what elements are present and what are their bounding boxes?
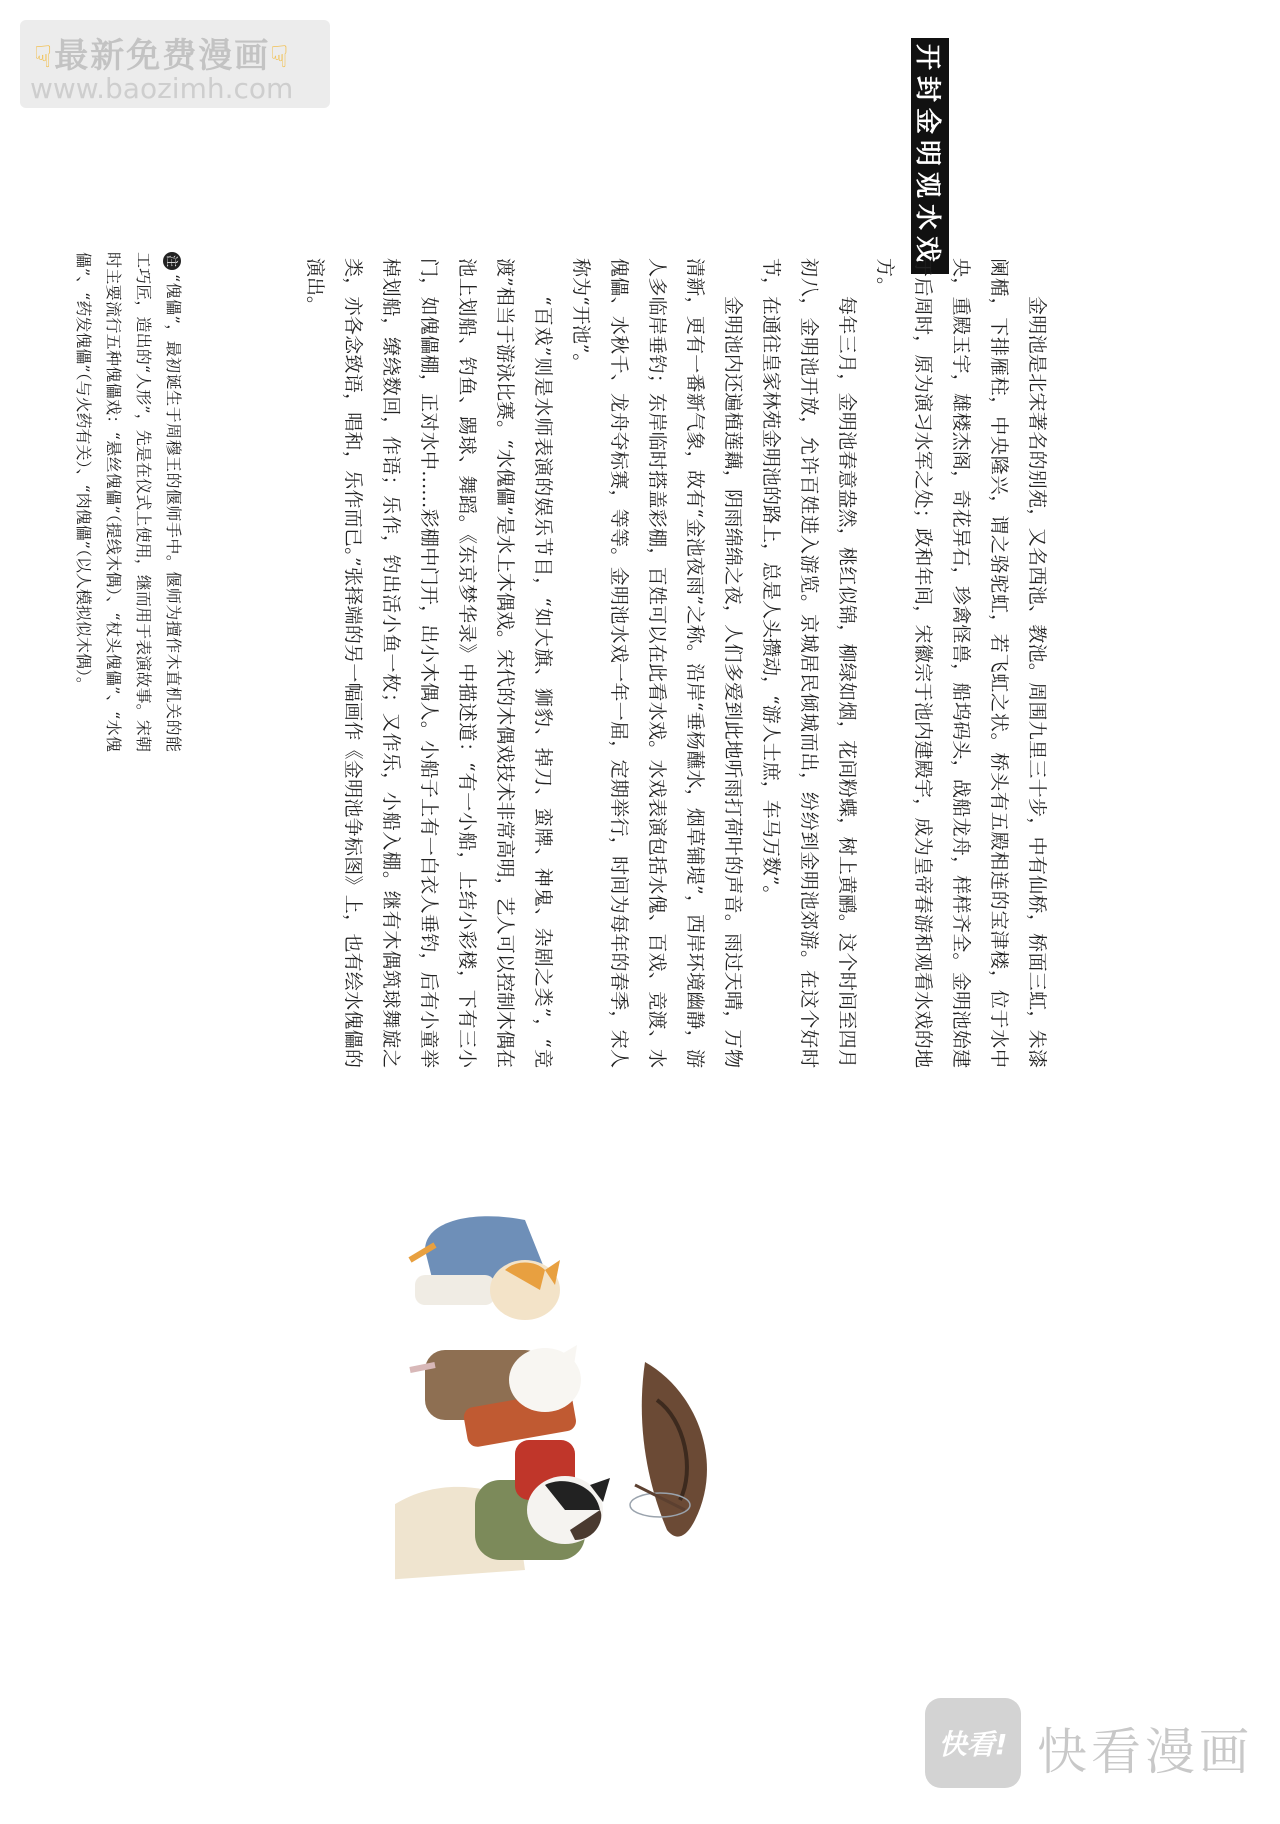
kuaikan-logo-icon: 快看! [925,1698,1021,1788]
body-text [296,258,1056,1068]
cat-orange-illustration [410,1216,560,1320]
watermark-brand-name: 快看漫画 [1037,1723,1253,1781]
pointing-finger-icon: ☟ [34,40,55,75]
watermark-line2: www.baozimh.com [30,72,294,105]
watermark-line1 [34,28,291,77]
watermark-bottom [925,1690,1265,1790]
footnote [68,252,188,752]
paragraph: 每年三月，金明池春意盎然，桃红似锦，柳绿如烟，花间粉蝶，树上黄鹂。这个时间至四月初八，金明池开放，允许百姓进入游览。京城居民倾城而出，纷纷到金明池郊游。在这个好时节，在通往皇家林苑金明池的路上，总是人头攒动，“游人士庶，车马万数”。 [760,258,858,1068]
page-title-text: 开封金明观水戏 [912,43,943,268]
boat-illustration [630,1362,707,1537]
watermark-top [20,20,330,108]
page-title [911,38,949,274]
footnote-text: “傀儡”，最初诞生于周穆王的偃师手中。偃师为擅作木直机关的能工巧匠，造出的“人形”，先是在仪式上使用，继而用于表演故事。宋朝时主要流行五种傀儡戏：“悬丝傀儡”（提线木偶）、“杖头傀儡”、“水傀儡”、“药发傀儡”（与火药有关）、“肉傀儡”（以人模拟似木偶）。 [74,252,183,752]
paragraph: “百戏”则是水师表演的娱乐节目，“如大旗、狮豹、掉刀、蛮牌、神鬼、杂剧之类”，“竞渡”相当于游泳比赛。“水傀儡”是水上木偶戏。宋代的木偶戏技术非常高明，艺人可以控制木偶在池上划船、钓鱼、踢球、舞蹈。《东京梦华录》中描述道：“有一小船，上结小彩楼，下有三小门，如傀儡棚，正对水中……彩棚中门开，出小木偶人。小船子上有一白衣人垂钓，后有小童举棹划船，缭绕数回，作语；乐作，钓出活小鱼一枚；又作乐，小船入棚。继有木偶筑球舞旋之类，亦各念致语，唱和，乐作而已。”张择端的另一幅画作《金明池争标图》上，也有绘水傀儡的演出。 [304,258,554,1068]
cat-white-illustration [410,1345,581,1448]
cat-black-white-illustration [395,1440,610,1580]
paragraph: 金明池内还遍植莲藕，阴雨绵绵之夜，人们多爱到此地听雨打荷叶的声音。雨过天晴，万物清新，更有一番新气象，故有“金池夜雨”之称。沿岸“垂杨蘸水，烟草铺堤”，西岸环境幽静，游人多临岸垂钓；东岸临时搭盖彩棚，百姓可以在此看水戏。水戏表演包括水傀、百戏、竞渡、水傀儡、水秋千、龙舟夺标赛，等等。金明池水戏一年一届，定期举行，时间为每年的春季，宋人称为“开池”。 [570,258,744,1068]
cats-watching-boat-illustration [395,1100,815,1610]
watermark-line1-text: 最新免费漫画 [54,36,271,76]
paragraph: 金明池是北宋著名的别苑，又名西池、教池。周围九里三十步，中有仙桥，桥面三虹，朱漆阑楯，下排雁柱，中央隆兴，谓之骆驼虹，若飞虹之状。桥头有五殿相连的宝津楼，位于水中央，重殿玉宇，雄楼杰阁，奇花异石，珍禽怪兽，船坞码头，战船龙舟，样样齐全。金明池始建于后周时，原为演习水军之处；政和年间，宋徽宗于池内建殿宇，成为皇帝春游和观看水戏的地方。 [874,258,1048,1068]
note-marker: 注 [163,252,181,270]
pointing-finger-icon: ☟ [270,40,291,75]
